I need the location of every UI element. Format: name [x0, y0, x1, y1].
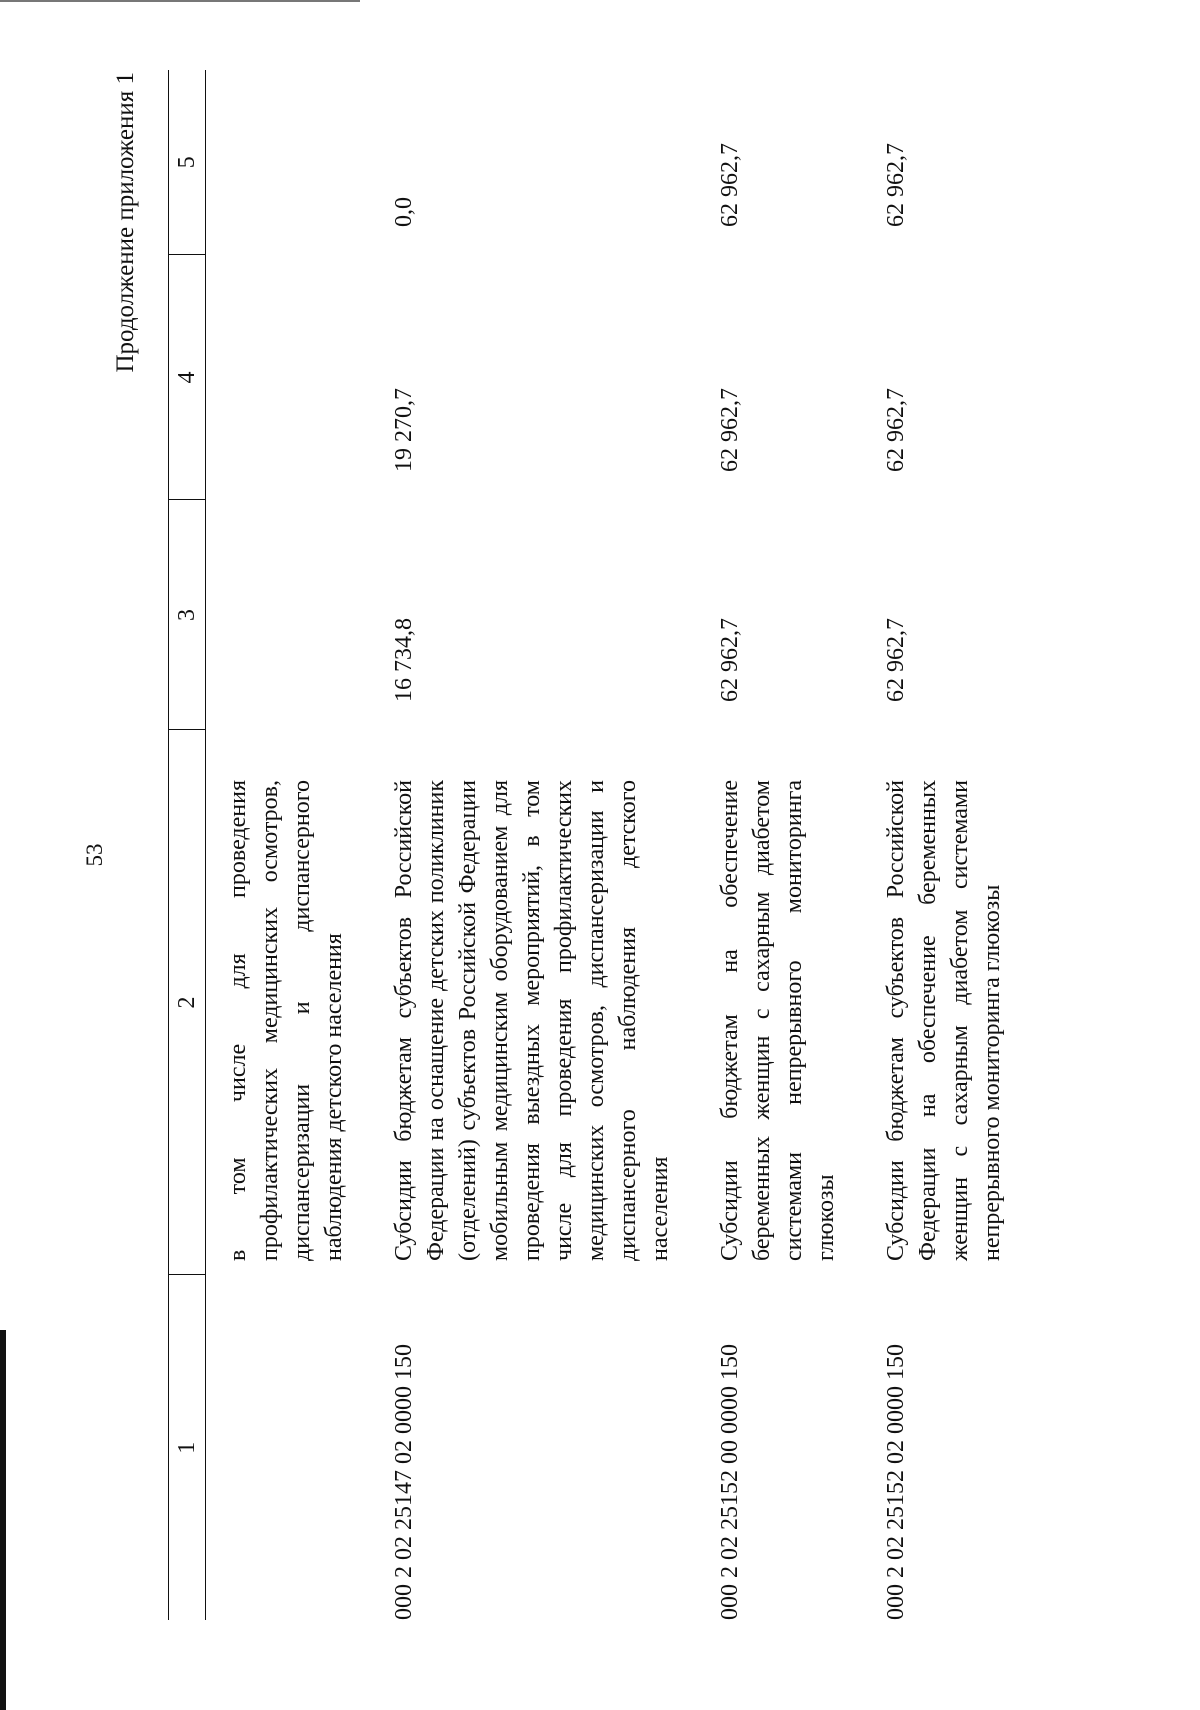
- page-number: 53: [82, 843, 107, 867]
- table-row: [698, 70, 864, 1620]
- column-header-4: 4: [169, 255, 206, 500]
- row-code: 000 2 02 25147 02 0000 150: [391, 1344, 417, 1620]
- row-name: Субсидии бюджетам на обеспечение беременных женщин с сахарным диабетом системами непрерывного мониторинга глюкозы: [717, 780, 839, 1261]
- row-value-col4: 19 270,7: [391, 388, 417, 472]
- row-name: Субсидии бюджетам субъектов Российской Федерации на оснащение детских поликлиник (отделений) субъектов Российской Федерации мобильным медицинским оборудованием для проведения выездных мероприятий, в том числе для проведения профилактических медицинских осмотров, диспансеризации и диспансерного наблюдения детского населения: [391, 780, 673, 1261]
- row-value-col5: 0,0: [391, 197, 417, 227]
- row-value-col3: 62 962,7: [883, 618, 909, 702]
- row-value-col5: 62 962,7: [717, 143, 743, 227]
- row-value-col3: 16 734,8: [391, 618, 417, 702]
- column-header-1: 1: [169, 1275, 206, 1620]
- table-row: [372, 70, 698, 1620]
- table-row: [206, 70, 373, 1620]
- budget-table: [168, 70, 1030, 1620]
- appendix-continuation-note: Продолжение приложения 1: [112, 72, 139, 373]
- row-value-col5: 62 962,7: [883, 143, 909, 227]
- row-value-col4: 62 962,7: [717, 388, 743, 472]
- row-name: Субсидии бюджетам субъектов Российской Федерации на обеспечение беременных женщин с сахарным диабетом системами непрерывного мониторинга глюкозы: [883, 780, 1005, 1261]
- row-value-col3: 62 962,7: [717, 618, 743, 702]
- table-header-row: [169, 70, 206, 1620]
- column-header-5: 5: [169, 70, 206, 255]
- row-name: в том числе для проведения профилактических медицинских осмотров, диспансеризации и диспансерного наблюдения детского населения: [225, 780, 347, 1261]
- row-value-col4: 62 962,7: [883, 388, 909, 472]
- row-value-col5: [206, 70, 373, 255]
- table-row: [864, 70, 1030, 1620]
- column-header-2: 2: [169, 730, 206, 1275]
- column-header-3: 3: [169, 500, 206, 730]
- row-value-col4: [206, 255, 373, 500]
- row-code: 000 2 02 25152 00 0000 150: [717, 1344, 743, 1620]
- row-value-col3: [206, 500, 373, 730]
- row-code: [206, 1275, 373, 1620]
- row-code: 000 2 02 25152 02 0000 150: [883, 1344, 909, 1620]
